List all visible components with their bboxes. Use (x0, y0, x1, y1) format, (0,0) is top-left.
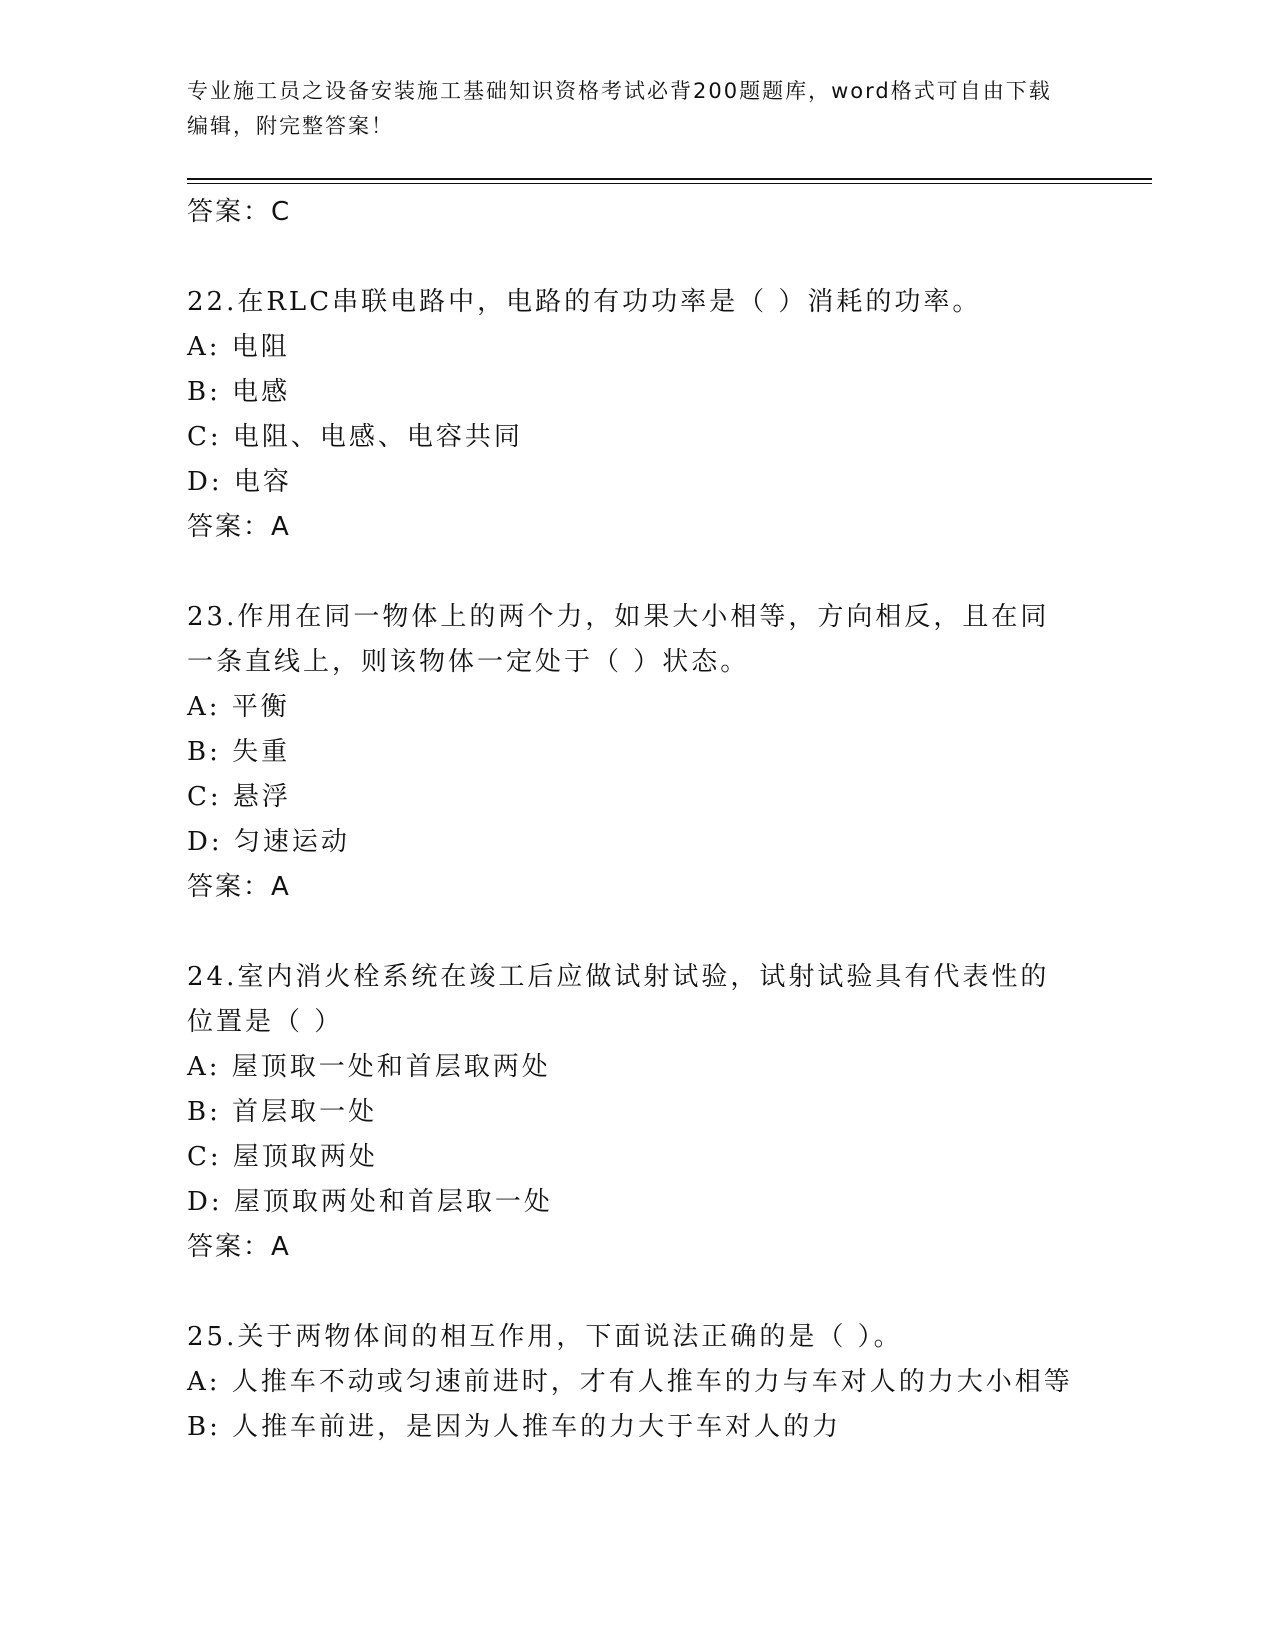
option-b: B: 首层取一处 (187, 1097, 378, 1127)
option-d: D: 屋顶取两处和首层取一处 (187, 1187, 553, 1217)
header-divider-thick (187, 178, 1152, 180)
option-a: A: 平衡 (187, 692, 290, 722)
header-divider-thin (187, 183, 1152, 184)
option-d: D: 电容 (187, 467, 292, 497)
option-b: B: 失重 (187, 737, 291, 767)
question-stem: 22.在RLC串联电路中，电路的有功功率是（ ）消耗的功率。 (187, 287, 982, 317)
option-c: C: 悬浮 (187, 782, 291, 812)
option-a: A: 人推车不动或匀速前进时，才有人推车的力与车对人的力大小相等 (187, 1367, 1073, 1397)
answer-line: 答案：A (187, 512, 291, 542)
answer-line: 答案：C (187, 197, 292, 227)
answer-line: 答案：A (187, 1232, 291, 1262)
answer-line: 答案：A (187, 872, 291, 902)
question-stem: 23.作用在同一物体上的两个力，如果大小相等，方向相反，且在同一条直线上，则该物体一定处于（ ）状态。 (187, 602, 1050, 677)
question-25 (187, 1315, 1073, 1450)
option-b: B: 人推车前进，是因为人推车的力大于车对人的力 (187, 1412, 842, 1442)
option-c: C: 电阻、电感、电容共同 (187, 422, 523, 452)
question-list (187, 190, 1073, 1450)
option-a: A: 屋顶取一处和首层取两处 (187, 1052, 551, 1082)
question-22 (187, 280, 1067, 550)
question-stem: 24.室内消火栓系统在竣工后应做试射试验，试射试验具有代表性的位置是（ ） (187, 962, 1050, 1037)
question-stem: 25.关于两物体间的相互作用，下面说法正确的是（ ）。 (187, 1322, 903, 1352)
question-24 (187, 955, 1067, 1270)
option-a: A: 电阻 (187, 332, 290, 362)
option-d: D: 匀速运动 (187, 827, 350, 857)
question-23 (187, 595, 1067, 910)
option-b: B: 电感 (187, 377, 291, 407)
document-header: 专业施工员之设备安装施工基础知识资格考试必背200题题库，word格式可自由下载编辑，附完整答案！ (187, 79, 1052, 138)
option-c: C: 屋顶取两处 (187, 1142, 378, 1172)
